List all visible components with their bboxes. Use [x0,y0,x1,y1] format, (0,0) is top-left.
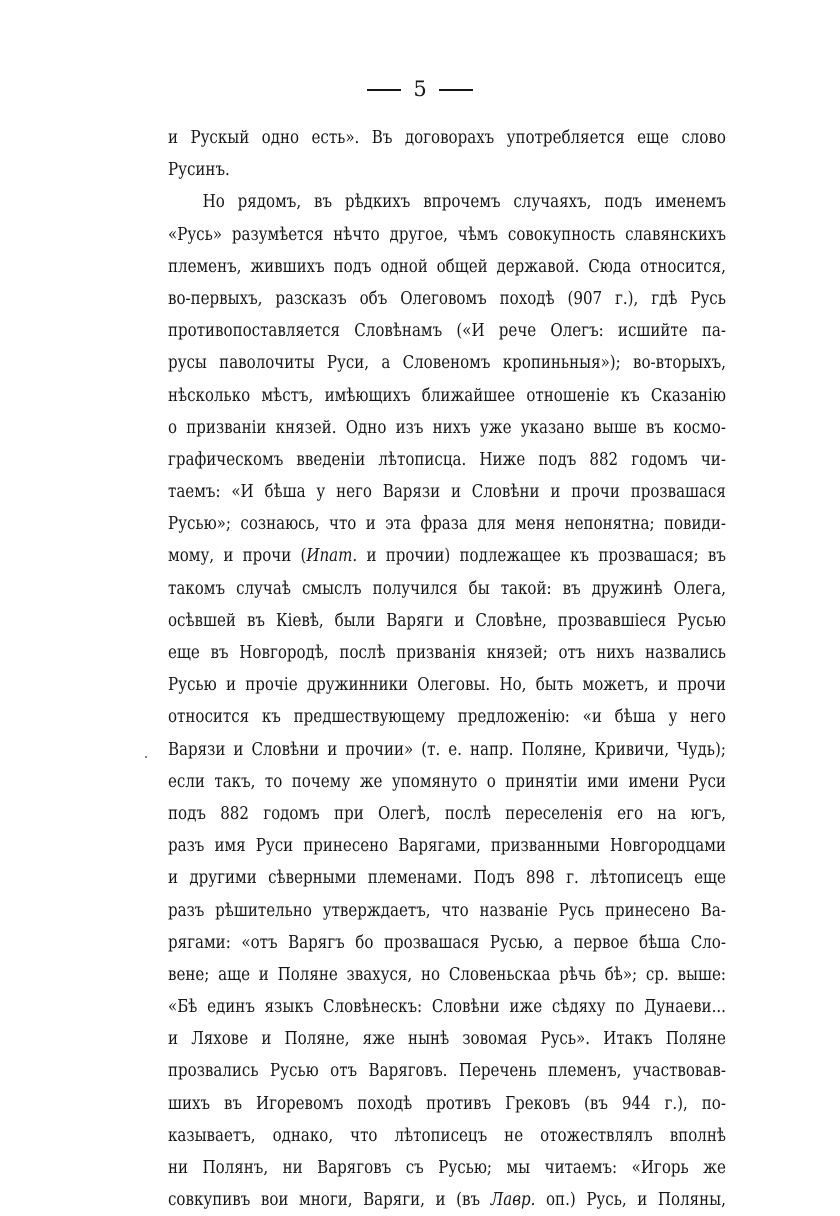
text-line: и другими сѣверными племенами. Подъ 898 г. лѣтописецъ еще [168,868,726,889]
text-line: ни Полянъ, ни Варяговъ съ Русью; мы читаемъ: «Игорь же [168,1158,726,1178]
text-line: разъ имя Руси принесено Варягами, призванными Новгородцами [168,836,726,857]
text-line: Русинъ. [168,160,230,181]
text-line-with-italic [168,1184,726,1216]
text-line: Русью»; сознаюсь, что и эта фраза для меня непонятна; повиди- [168,514,726,535]
text-line: подъ 882 годомъ при Олегѣ, послѣ переселенія его на югъ, [168,803,726,824]
text-line: Варязи и Словѣни и прочии» (т. е. напр. Поляне, Кривичи, Чудь); [168,739,726,760]
right-dash [439,89,473,91]
page-number-header [0,74,840,104]
italic-abbreviation: Лавр. [490,1190,536,1211]
text-line: таемъ: «И бѣша у него Варязи и Словѣни и прочи прозвашася [168,482,726,503]
text-line: рягами: «отъ Варягъ бо прозвашася Русью, а первое бѣша Сло- [168,932,726,953]
text-line: осѣвшей въ Кіевѣ, были Варяги и Словѣне, прозвавшіеся Русью [168,610,726,631]
text-segment: мому, и прочи ( [168,546,307,567]
text-segment: и прочии) подлежащее къ прозвашася; въ [357,546,726,567]
text-line: и Рускый одно есть». Въ договорахъ употребляется еще слово [168,128,726,148]
text-line: противопоставляется Словѣнамъ («И рече Олегъ: исшийте па- [168,321,726,342]
text-line: такомъ случаѣ смыслъ получился бы такой: въ дружинѣ Олега, [168,578,726,599]
text-line: графическомъ введеніи лѣтописца. Ниже подъ 882 годомъ чи- [168,449,726,470]
body-text [168,122,726,1216]
italic-abbreviation: Ипат. [306,546,358,567]
text-line: если такъ, то почему же упомянуто о принятіи ими имени Руси [168,771,726,792]
text-line-with-italic [168,540,726,572]
text-line: шихъ въ Игоревомъ походѣ противъ Грековъ (въ 944 г.), по- [168,1093,726,1114]
text-line: Русью и прочіе дружинники Олеговы. Но, быть можетъ, и прочи [168,675,726,696]
text-line: «Бѣ единъ языкъ Словѣнескъ: Словѣни иже сѣдяху по Дунаеви... [168,997,726,1018]
text-line: племенъ, жившихъ подъ одной общей державой. Сюда относится, [168,256,726,277]
text-line: разъ рѣшительно утверждаетъ, что названіе Русь принесено Ва- [168,900,726,921]
scan-speck [145,756,147,758]
text-segment: оп.) Русь, и Поляны, [535,1190,726,1211]
text-line: «Русь» разумѣется нѣчто другое, чѣмъ совокупность славянскихъ [168,224,726,245]
text-line: и Ляхове и Поляне, яже нынѣ зовомая Русь». Итакъ Поляне [168,1029,726,1050]
text-line: относится къ предшествующему предложенію: «и бѣша у него [168,707,726,728]
text-line: о призваніи князей. Одно изъ нихъ уже указано выше въ космо- [168,417,726,438]
text-line: русы паволочиты Руси, а Словеномъ кропиньныя»); во-вторыхъ, [168,353,726,374]
text-line: нѣсколько мѣстъ, имѣющихъ ближайшее отношеніе къ Сказанію [168,385,726,406]
page-number: 5 [413,77,427,101]
text-line: прозвались Русью отъ Варяговъ. Перечень племенъ, участвовав- [168,1061,726,1082]
text-line: во-первыхъ, разсказъ объ Олеговомъ походѣ (907 г.), гдѣ Русь [168,288,726,309]
text-line: еще въ Новгородѣ, послѣ призванія князей; отъ нихъ назвались [168,643,726,663]
left-dash [367,89,401,91]
text-segment: совкупивъ вои многи, Варяги, и (въ [168,1190,491,1211]
text-line: казываетъ, однако, что лѣтописецъ не отожествлялъ вполнѣ [168,1125,726,1146]
text-line: вене; аще и Поляне звахуся, но Словеньскаа рѣчь бѣ»; ср. выше: [168,964,726,985]
text-line: Но рядомъ, въ рѣдкихъ впрочемъ случаяхъ, подъ именемъ [202,192,726,213]
